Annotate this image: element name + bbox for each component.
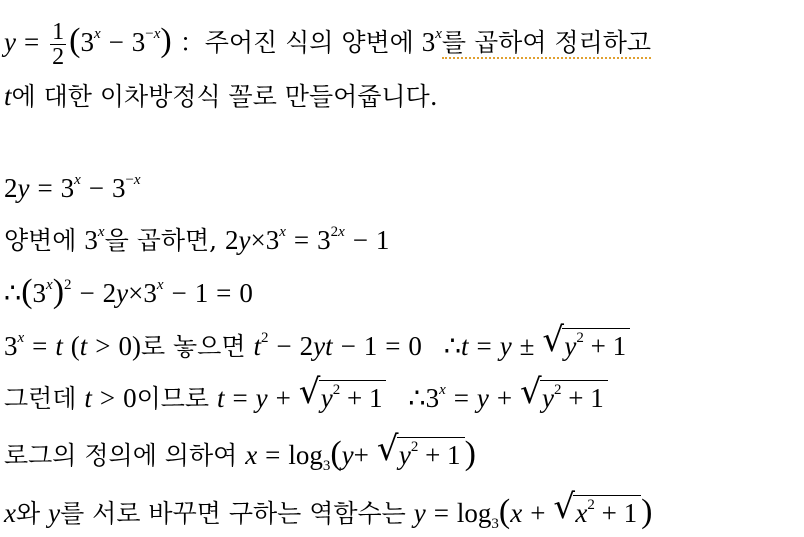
sqrt-expr-5: √ $x^2 + 1$ [553,497,641,530]
final-text-1: 와 [15,499,41,528]
eq-line-6: 3$^x$ = t (t > 0)로 놓으면 $t^2 - 2yt - 1 = 0$ ∴t = y ± √ $y^2 + 1$ [4,330,630,363]
instruction-text-2: 를 곱하여 정리하고 [441,28,652,57]
final-text-2: 를 서로 바꾸면 구하는 역함수는 [60,499,406,528]
log-label-2: log [456,498,492,528]
log-base-1: 3 [322,458,331,474]
sqrt-expr-4: √ $y^2 + 1$ [377,439,465,472]
log-label-1: log [288,440,323,470]
sqrt-expr-2: √ $y^2 + 1$ [299,382,387,415]
eq-line-7: 그런데 t > 0이므로 t = y + √ $y^2 + 1$ ∴3$^x$ = y + √ $y^2 + 1$ [4,382,608,415]
instruction-text-1: ：주어진 식의 양변에 [179,28,414,57]
step-text-3: 로 놓으면 [140,332,246,361]
eq-line-5: $\therefore(3^x)^2 - 2y\times 3^x - 1 = 0$ [4,273,253,310]
step-text-4: 그런데 [4,384,77,413]
eq-line-9: x와 y를 서로 바꾸면 구하는 역함수는 $y = \log_3(x$ + √ $x^2 + 1$ ) [4,487,653,532]
eq-line-2: t에 대한 이차방정식 꼴로 만들어줍니다. [4,81,438,111]
step-text-6: 로그의 정의에 의하여 [4,441,238,470]
instruction-text-3: 에 대한 이차방정식 꼴로 만들어줍니다. [11,82,438,111]
step-text-2: 을 곱하면, [104,226,218,255]
log-base-2: 3 [491,516,499,532]
eq-line-8: 로그의 정의에 의하여 $x = \log_3(y+$ √ $y^2 + 1$ ) [4,429,476,474]
sqrt-expr-3: √ $y^2 + 1$ [520,382,608,415]
fraction-half: $\frac{1}{2}$ [52,19,65,70]
sqrt-expr-1: √ $y^2 + 1$ [542,330,630,363]
eq-line-4: 양변에 3$^x$을 곱하면, $2y\times 3^x = 3^{2x} - 1$ [4,224,390,255]
eq-line-3: $2y = 3^x - 3^{-x}$ [4,172,141,203]
step-text-5: 이므로 [136,384,210,413]
eq-line-1: y = $\frac{1}{2}$ $(3^x - 3^{-x})$ ：주어진 식의 양변에 3$^x$를 곱하여 정리하고 [4,19,652,70]
step-text-1: 양변에 [4,226,77,255]
